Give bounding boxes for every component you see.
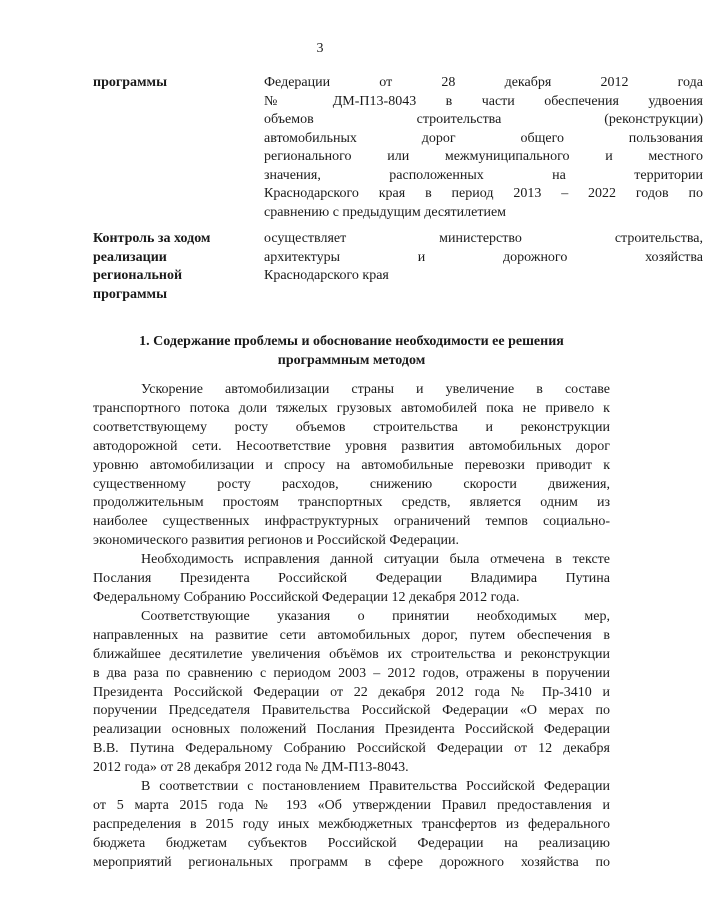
- paragraph-2: [93, 551, 610, 608]
- text-line: 2012 года» от 28 декабря 2012 года № ДМ-П13-8043.: [93, 760, 409, 776]
- body-text: [93, 381, 610, 873]
- heading-line: программным методом: [277, 353, 426, 368]
- text-line: регионального или межмуниципального и местного: [264, 149, 703, 164]
- paragraph-4: [93, 778, 610, 873]
- text-line: В.В. Путина Федеральному Собранию Российской Федерации от 12 декабря: [93, 741, 610, 757]
- text-line: Ускорение автомобилизации страны и увеличение в составе: [141, 382, 610, 397]
- row-label-program: программы: [93, 75, 167, 90]
- text-line: Послания Президента Российской Федерации Владимира Путина: [93, 571, 610, 587]
- text-line: реализации основных положений Послания Президента Российской Федерации: [93, 722, 610, 738]
- text-line: Необходимость исправления данной ситуации была отмечена в тексте: [141, 552, 610, 568]
- passport-row-program: [93, 74, 703, 224]
- text-line: Краснодарского края: [264, 268, 389, 283]
- page-number: 3: [316, 41, 324, 56]
- text-line: соответствующему росту объемов строительства и реконструкции: [93, 419, 610, 435]
- label-line: программы: [93, 286, 167, 302]
- paragraph-3: [93, 608, 610, 778]
- label-line: реализации: [93, 249, 167, 265]
- paragraph-1: [93, 381, 610, 551]
- heading-line: 1. Содержание проблемы и обоснование необходимости ее решения: [139, 334, 564, 349]
- text-line: Федерации от 28 декабря 2012 года: [264, 75, 703, 90]
- text-line: архитектуры и дорожного хозяйства: [264, 249, 703, 265]
- section-heading: [93, 332, 610, 370]
- text-line: бюджета бюджетам субъектов Российской Федерации на реализацию: [93, 835, 610, 851]
- text-line: Соответствующие указания о принятии необходимых мер,: [141, 608, 610, 624]
- text-line: Краснодарского края в период 2013 – 2022 годов по: [264, 186, 703, 201]
- text-line: уровню автомобилизации и спросу на автомобильные перевозки приводит к: [93, 457, 610, 473]
- text-line: объемов строительства (реконструкции): [264, 112, 703, 127]
- text-line: № ДМ-П13-8043 в части обеспечения удвоения: [264, 93, 703, 109]
- text-line: Федеральному Собранию Российской Федерации 12 декабря 2012 года.: [93, 589, 520, 605]
- row-label-control: [93, 230, 253, 304]
- text-line: В соответствии с постановлением Правительства Российской Федерации: [141, 779, 610, 795]
- text-line: автомобильных дорог общего пользования: [264, 130, 703, 146]
- passport-row-control: [93, 230, 703, 305]
- text-line: ближайшее десятилетие увеличения объёмов их строительства и реконструкции: [93, 646, 610, 662]
- row-value-control: [264, 230, 703, 286]
- text-line: поручении Председателя Правительства Российской Федерации «О мерах по: [93, 703, 610, 719]
- text-line: экономического развития регионов и Российской Федерации.: [93, 533, 460, 549]
- text-line: сравнению с предыдущим десятилетием: [264, 204, 507, 220]
- text-line: мероприятий региональных программ в сфере дорожного хозяйства по: [93, 854, 610, 870]
- text-line: наиболее существенных инфраструктурных ограничений темпов социально-: [93, 514, 610, 530]
- text-line: направленных на развитие сети автомобильных дорог, путем обеспечения в: [93, 627, 610, 643]
- text-line: продолжительным простоям транспортных средств, является одним из: [93, 495, 610, 511]
- text-line: от 5 марта 2015 года № 193 «Об утверждении Правил предоставления и: [93, 797, 610, 813]
- row-value-program: [264, 74, 703, 222]
- text-line: автодорожной сети. Несоответствие уровня развития автомобильных дорог: [93, 438, 610, 454]
- text-line: в два раза по сравнению с периодом 2003 – 2012 годов, отражены в поручении: [93, 665, 610, 681]
- label-line: Контроль за ходом: [93, 231, 211, 246]
- text-line: Президента Российской Федерации от 22 декабря 2012 года № Пр-3410 и: [93, 684, 610, 700]
- text-line: распределения в 2015 году иных межбюджетных трансфертов из федерального: [93, 816, 610, 832]
- text-line: значения, расположенных на территории: [264, 167, 703, 183]
- text-line: транспортного потока доли тяжелых грузовых автомобилей пока не привело к: [93, 400, 610, 416]
- label-line: региональной: [93, 268, 183, 283]
- text-line: осуществляет министерство строительства,: [264, 231, 703, 246]
- text-line: существенному росту расходов, снижению скорости движения,: [93, 476, 610, 492]
